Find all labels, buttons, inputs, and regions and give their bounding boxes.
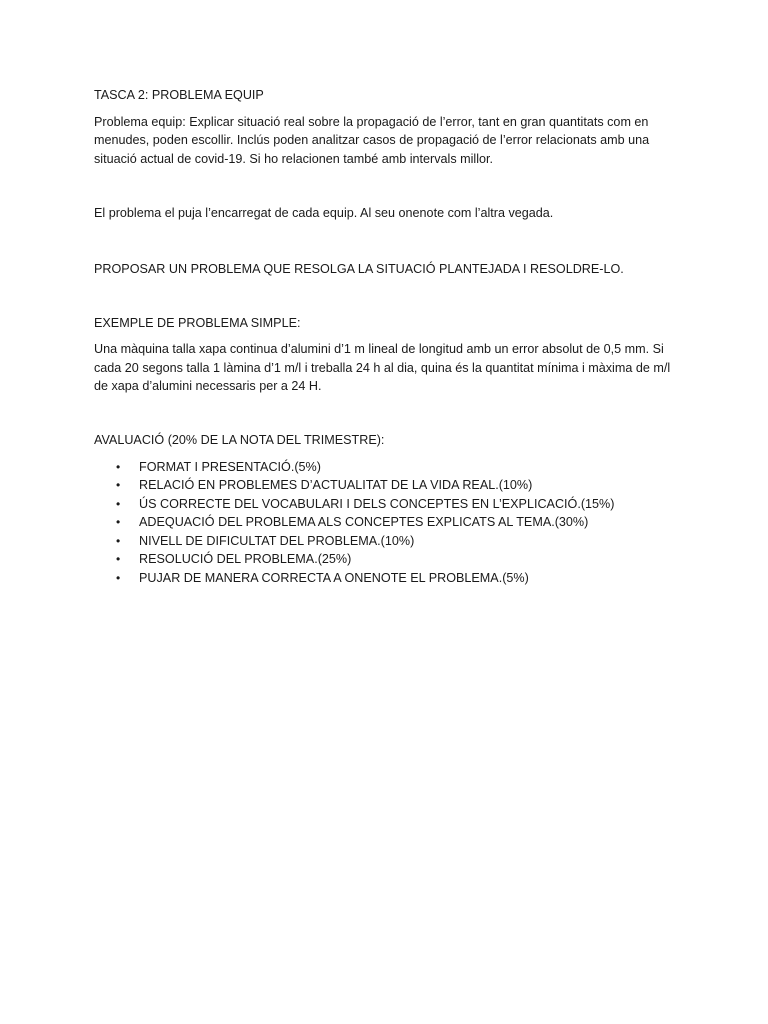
- criteria-label: RELACIÓ EN PROBLEMES D’ACTUALITAT DE LA VIDA REAL.(10%): [139, 478, 533, 493]
- upload-note: El problema el puja l’encarregat de cada equip. Al seu onenote com l’altra vegada.: [94, 206, 554, 221]
- criteria-item: [94, 458, 684, 477]
- bullet-icon: •: [116, 533, 121, 548]
- criteria-label: ÚS CORRECTE DEL VOCABULARI I DELS CONCEPTES EN L’EXPLICACIÓ.(15%): [139, 496, 615, 511]
- bullet-icon: •: [116, 496, 121, 511]
- criteria-item: [94, 476, 684, 495]
- example-text: Una màquina talla xapa continua d’alumini d’1 m lineal de longitud amb un error absolut de 0,5 mm. Si cada 20 segons talla 1 làmina d’1 m/l i treballa 24 h al dia, quina és la quantitat mínima i màxima de m/l de xapa d’alumini necessaris per a 24 H.: [94, 342, 671, 394]
- instruction-text: PROPOSAR UN PROBLEMA QUE RESOLGA LA SITUACIÓ PLANTEJADA I RESOLDRE-LO.: [94, 261, 624, 276]
- bullet-icon: •: [116, 552, 121, 567]
- evaluation-criteria-list: [94, 458, 684, 588]
- criteria-item: [94, 495, 684, 514]
- bullet-icon: •: [116, 515, 121, 530]
- bullet-icon: •: [116, 570, 121, 585]
- criteria-item: [94, 532, 684, 551]
- evaluation-heading: AVALUACIÓ (20% DE LA NOTA DEL TRIMESTRE):: [94, 432, 385, 447]
- intro-paragraph: Problema equip: Explicar situació real sobre la propagació de l’error, tant en gran quantitats com en menudes, poden escollir. Inclús poden analitzar casos de propagació de l’error relacionats amb una situació actual de covid-19. Si ho relacionen també amb intervals millor.: [94, 114, 650, 166]
- criteria-label: PUJAR DE MANERA CORRECTA A ONENOTE EL PROBLEMA.(5%): [139, 570, 529, 585]
- criteria-item: [94, 569, 684, 588]
- document-page: [94, 86, 684, 587]
- criteria-label: NIVELL DE DIFICULTAT DEL PROBLEMA.(10%): [139, 533, 415, 548]
- criteria-item: [94, 513, 684, 532]
- document-title: TASCA 2: PROBLEMA EQUIP: [94, 88, 264, 102]
- criteria-label: ADEQUACIÓ DEL PROBLEMA ALS CONCEPTES EXPLICATS AL TEMA.(30%): [139, 515, 589, 530]
- bullet-icon: •: [116, 478, 121, 493]
- example-heading: EXEMPLE DE PROBLEMA SIMPLE:: [94, 315, 301, 330]
- criteria-label: FORMAT I PRESENTACIÓ.(5%): [139, 459, 321, 474]
- criteria-item: [94, 550, 684, 569]
- criteria-label: RESOLUCIÓ DEL PROBLEMA.(25%): [139, 552, 352, 567]
- bullet-icon: •: [116, 459, 121, 474]
